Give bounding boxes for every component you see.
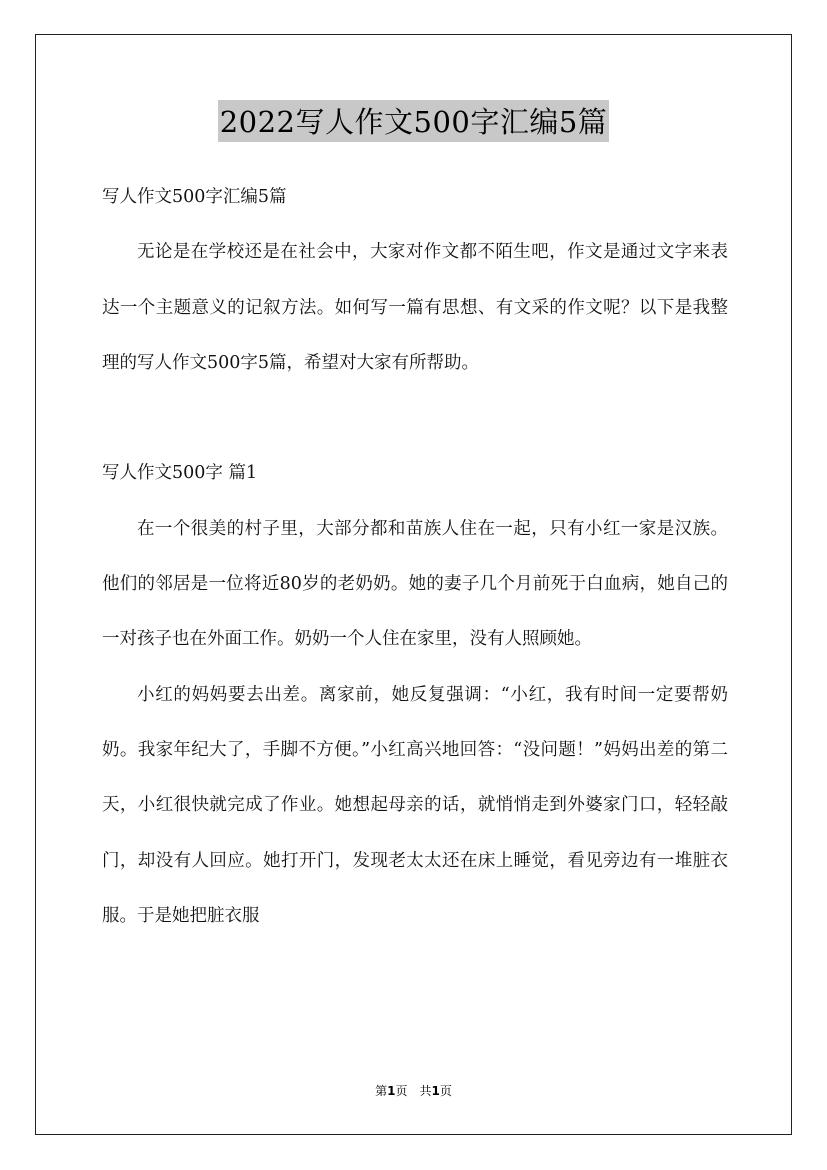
footer-page-number: 1 [387,1084,396,1098]
section-heading: 写人作文500字 篇1 [102,463,258,484]
section-spacer [102,391,728,446]
footer-page-prefix: 第 [375,1084,388,1098]
document-title-text: 2022写人作文500字汇编5篇 [218,100,610,142]
document-body [102,170,728,944]
footer-page-total: 1 [431,1084,440,1098]
footer-page-mid: 页 共 [395,1084,432,1098]
document-subtitle: 写人作文500字汇编5篇 [102,187,287,207]
footer-page-suffix: 页 [439,1084,452,1098]
body-paragraph: 小红的妈妈要去出差。离家前，她反复强调：“小红，我有时间一定要帮奶奶。我家年纪大了，手脚不方便。”小红高兴地回答：“没问题！”妈妈出差的第二天，小红很快就完成了作业。她想起母亲的话，就悄悄走到外婆家门口，轻轻敲门，却没有人回应。她打开门，发现老太太还在床上睡觉，看见旁边有一堆脏衣服。于是她把脏衣服 [102,684,728,926]
body-paragraph: 在一个很美的村子里，大部分都和苗族人住在一起，只有小红一家是汉族。他们的邻居是一位将近80岁的老奶奶。她的妻子几个月前死于白血病，她自己的一对孩子也在外面工作。奶奶一个人住在家里，没有人照顾她。 [102,518,728,650]
document-title [0,100,827,142]
page-footer [0,1082,827,1099]
intro-paragraph: 无论是在学校还是在社会中，大家对作文都不陌生吧，作文是通过文字来表达一个主题意义的记叙方法。如何写一篇有思想、有文采的作文呢？以下是我整理的写人作文500字5篇，希望对大家有所帮助。 [102,242,728,373]
